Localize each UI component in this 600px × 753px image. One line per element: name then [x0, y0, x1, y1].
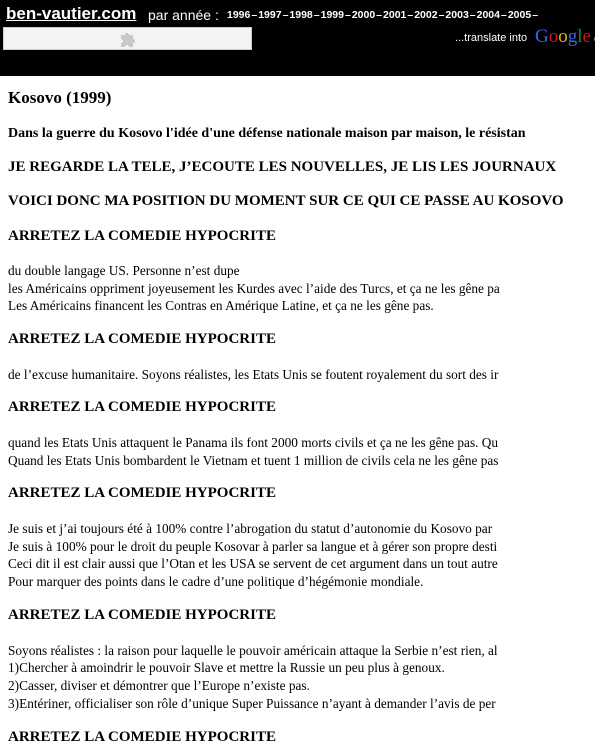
- paragraph-line: quand les Etats Unis attaquent le Panama ils font 2000 morts civils et ça ne les gêne pas. Qu: [8, 435, 499, 450]
- google-logo-letter: e: [582, 26, 591, 47]
- translate-trailing-text: e: [593, 33, 600, 45]
- year-separator: –: [344, 9, 351, 21]
- year-separator: –: [500, 9, 507, 21]
- paragraph-line: Quand les Etats Unis bombardent le Vietnam et tuent 1 million de civils cela ne les gêne pas: [8, 453, 499, 468]
- line-tele: JE REGARDE LA TELE, J’ECOUTE LES NOUVELLES, JE LIS LES JOURNAUX: [8, 159, 557, 175]
- par-annee-label: par année :: [148, 7, 219, 23]
- year-link-2001[interactable]: 2001: [383, 9, 407, 21]
- puzzle-piece-icon: [117, 29, 137, 49]
- year-link-1999[interactable]: 1999: [320, 9, 344, 21]
- year-separator: –: [251, 9, 258, 21]
- section-heading: ARRETEZ LA COMEDIE HYPOCRITE: [8, 607, 276, 623]
- year-separator: –: [532, 9, 539, 21]
- section-heading: ARRETEZ LA COMEDIE HYPOCRITE: [8, 729, 276, 745]
- paragraph-line: 3)Entériner, officialiser son rôle d’unique Super Puissance n’ayant à demander l’avis de per: [8, 696, 496, 711]
- google-logo-letter: l: [577, 26, 583, 47]
- section-heading: ARRETEZ LA COMEDIE HYPOCRITE: [8, 399, 276, 415]
- year-link-2000[interactable]: 2000: [351, 9, 376, 21]
- section-heading: ARRETEZ LA COMEDIE HYPOCRITE: [8, 228, 276, 244]
- paragraph-line: les Américains oppriment joyeusement les Kurdes avec l’aide des Turcs, et ça ne les gêne pa: [8, 281, 500, 296]
- section-heading: ARRETEZ LA COMEDIE HYPOCRITE: [8, 485, 276, 501]
- year-separator: –: [407, 9, 414, 21]
- article-intro: Dans la guerre du Kosovo l'idée d'une défense nationale maison par maison, le résistan: [8, 126, 526, 141]
- year-link-2004[interactable]: 2004: [476, 9, 500, 21]
- paragraph-line: 2)Casser, diviser et démontrer que l’Europe n’existe pas.: [8, 678, 310, 693]
- year-separator: –: [376, 9, 383, 21]
- paragraph-line: Ceci dit il est clair aussi que l’Otan et les USA se servent de cet argument dans un tout autre: [8, 556, 498, 571]
- year-links: [227, 9, 539, 21]
- google-translate-logo[interactable]: [535, 26, 600, 48]
- paragraph-line: de l’excuse humanitaire. Soyons réalistes, les Etats Unis se foutent royalement du sort des ir: [8, 367, 499, 382]
- section-heading: ARRETEZ LA COMEDIE HYPOCRITE: [8, 331, 276, 347]
- paragraph-line: Pour marquer des points dans le cadre d’une politique d’hégémonie mondiale.: [8, 574, 424, 589]
- year-separator: –: [282, 9, 289, 21]
- line-position: VOICI DONC MA POSITION DU MOMENT SUR CE QUI CE PASSE AU KOSOVO: [8, 193, 564, 209]
- year-separator: –: [313, 9, 320, 21]
- google-logo-letter: o: [558, 26, 568, 47]
- year-link-1998[interactable]: 1998: [289, 9, 313, 21]
- paragraph-line: Soyons réalistes : la raison pour laquelle le pouvoir américain attaque la Serbie n’est rien, al: [8, 643, 498, 658]
- google-logo-letter: o: [548, 26, 559, 47]
- year-link-2005[interactable]: 2005: [507, 9, 532, 21]
- year-link-1996[interactable]: 1996: [227, 9, 251, 21]
- year-link-1997[interactable]: 1997: [258, 9, 282, 21]
- google-logo-letter: g: [567, 26, 578, 47]
- year-separator: –: [438, 9, 445, 21]
- year-link-2003[interactable]: 2003: [445, 9, 469, 21]
- paragraph-line: Je suis à 100% pour le droit du peuple Kosovar à parler sa langue et à gérer son propre desti: [8, 539, 498, 554]
- search-plugin-box[interactable]: [3, 27, 252, 50]
- google-logo-letter: G: [535, 26, 549, 47]
- year-link-2002[interactable]: 2002: [414, 9, 438, 21]
- article-title: Kosovo (1999): [8, 88, 112, 107]
- paragraph-line: du double langage US. Personne n’est dupe: [8, 263, 240, 278]
- top-navigation-bar: [0, 0, 600, 76]
- translate-label: ...translate into: [455, 32, 528, 44]
- site-title-link[interactable]: ben-vautier.com: [6, 4, 137, 23]
- paragraph-line: Je suis et j’ai toujours été à 100% contre l’abrogation du statut d’autonomie du Kosovo par: [8, 521, 493, 536]
- paragraph-line: 1)Chercher à amoindrir le pouvoir Slave et mettre la Russie un peu plus à genoux.: [8, 660, 445, 675]
- paragraph-line: Les Américains financent les Contras en Amérique Latine, et ça ne les gêne pas.: [8, 298, 434, 313]
- year-separator: –: [469, 9, 476, 21]
